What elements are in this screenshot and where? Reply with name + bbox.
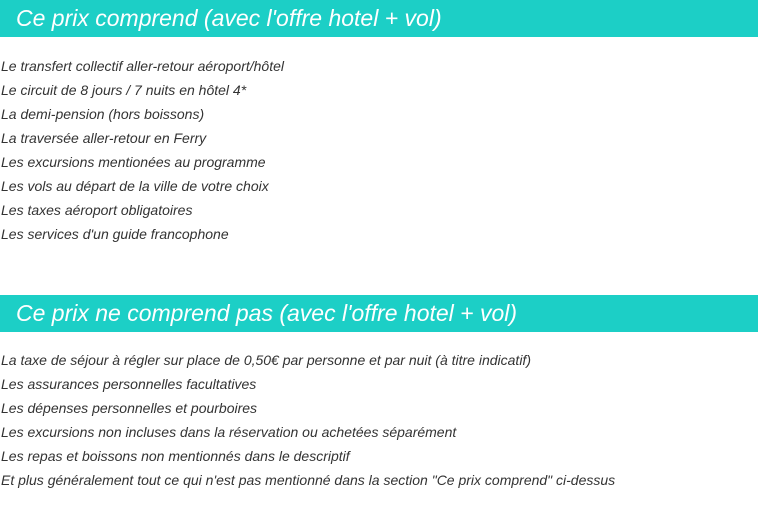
- excluded-item: Les dépenses personnelles et pourboires: [1, 400, 258, 416]
- included-item: Les services d'un guide francophone: [1, 226, 229, 242]
- excluded-item: La taxe de séjour à régler sur place de 0,50€ par personne et par nuit (à titre indicatif): [1, 352, 531, 368]
- included-item: Le transfert collectif aller-retour aéroport/hôtel: [1, 58, 284, 74]
- included-item: La traversée aller-retour en Ferry: [1, 130, 207, 146]
- excluded-item: Les repas et boissons non mentionnés dans le descriptif: [1, 448, 350, 464]
- excluded-item: Les excursions non incluses dans la réservation ou achetées séparément: [1, 424, 457, 440]
- included-item: Le circuit de 8 jours / 7 nuits en hôtel 4*: [1, 82, 247, 98]
- included-item: Les vols au départ de la ville de votre choix: [1, 178, 269, 194]
- included-item: Les excursions mentionées au programme: [1, 154, 266, 170]
- included-section-title: Ce prix comprend (avec l'offre hotel + vol): [0, 0, 758, 37]
- excluded-section-title: Ce prix ne comprend pas (avec l'offre hotel + vol): [0, 295, 758, 332]
- excluded-items-list: [0, 348, 615, 492]
- excluded-item: Et plus généralement tout ce qui n'est pas mentionné dans la section "Ce prix comprend" ci-dessus: [1, 472, 616, 488]
- included-item: La demi-pension (hors boissons): [1, 106, 205, 122]
- excluded-item: Les assurances personnelles facultatives: [1, 376, 257, 392]
- included-items-list: [0, 54, 284, 246]
- included-item: Les taxes aéroport obligatoires: [1, 202, 193, 218]
